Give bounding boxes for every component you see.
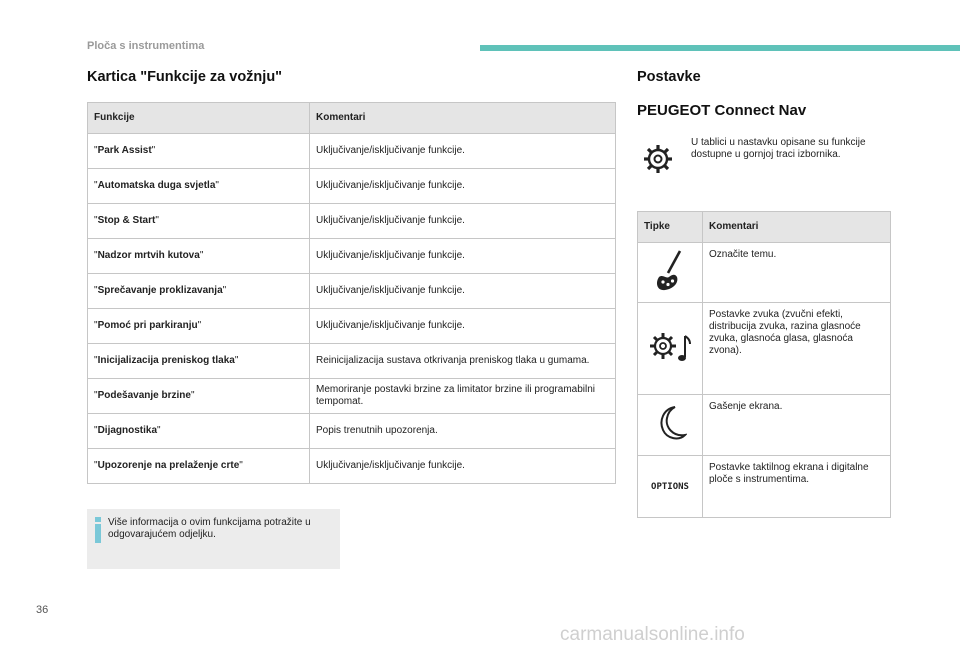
info-icon bbox=[93, 517, 103, 543]
table-row bbox=[638, 456, 891, 518]
function-name: "Nadzor mrtvih kutova" bbox=[88, 239, 310, 274]
function-comment: Uključivanje/isključivanje funkcije. bbox=[310, 449, 616, 484]
functions-table bbox=[87, 102, 616, 484]
function-comment: Uključivanje/isključivanje funkcije. bbox=[310, 169, 616, 204]
accent-bar bbox=[480, 45, 960, 51]
moon-icon bbox=[653, 403, 687, 443]
header-comments: Komentari bbox=[703, 212, 891, 243]
function-name: "Upozorenje na prelaženje crte" bbox=[88, 449, 310, 484]
key-cell bbox=[638, 243, 703, 303]
table-row bbox=[88, 309, 616, 344]
header-functions: Funkcije bbox=[88, 103, 310, 134]
function-name: "Automatska duga svjetla" bbox=[88, 169, 310, 204]
gear-music-icon bbox=[648, 330, 692, 364]
function-comment: Uključivanje/isključivanje funkcije. bbox=[310, 309, 616, 344]
key-comment: Postavke zvuka (zvučni efekti, distribucija zvuka, razina glasnoće zvuka, glasnoća glasa, glasnoća zvona). bbox=[703, 303, 891, 395]
function-name: "Dijagnostika" bbox=[88, 414, 310, 449]
function-comment: Uključivanje/isključivanje funkcije. bbox=[310, 274, 616, 309]
header-keys: Tipke bbox=[638, 212, 703, 243]
settings-heading: Postavke bbox=[637, 69, 701, 85]
function-comment: Popis trenutnih upozorenja. bbox=[310, 414, 616, 449]
table-header-row bbox=[88, 103, 616, 134]
table-row bbox=[88, 239, 616, 274]
function-name: "Sprečavanje proklizavanja" bbox=[88, 274, 310, 309]
palette-icon bbox=[653, 249, 687, 293]
function-name: "Podešavanje brzine" bbox=[88, 379, 310, 414]
function-name: "Inicijalizacija preniskog tlaka" bbox=[88, 344, 310, 379]
info-box bbox=[87, 509, 340, 569]
table-row bbox=[88, 204, 616, 239]
keys-table bbox=[637, 211, 891, 518]
key-cell bbox=[638, 303, 703, 395]
table-row bbox=[88, 449, 616, 484]
function-comment: Uključivanje/isključivanje funkcije. bbox=[310, 239, 616, 274]
table-row bbox=[88, 344, 616, 379]
table-row bbox=[88, 169, 616, 204]
key-comment: Gašenje ekrana. bbox=[703, 395, 891, 456]
function-comment: Reinicijalizacija sustava otkrivanja preniskog tlaka u gumama. bbox=[310, 344, 616, 379]
function-comment: Uključivanje/isključivanje funkcije. bbox=[310, 134, 616, 169]
intro-text: U tablici u nastavku opisane su funkcije dostupne u gornjoj traci izbornika. bbox=[691, 137, 866, 160]
table-row bbox=[638, 395, 891, 456]
key-comment: Označite temu. bbox=[703, 243, 891, 303]
options-text-icon: OPTIONS bbox=[651, 481, 689, 492]
watermark: carmanualsonline.info bbox=[560, 624, 745, 645]
table-row bbox=[88, 274, 616, 309]
function-name: "Stop & Start" bbox=[88, 204, 310, 239]
table-row bbox=[638, 303, 891, 395]
function-comment: Uključivanje/isključivanje funkcije. bbox=[310, 204, 616, 239]
function-name: "Park Assist" bbox=[88, 134, 310, 169]
function-comment: Memoriranje postavki brzine za limitator brzine ili programabilni tempomat. bbox=[310, 379, 616, 414]
table-header-row bbox=[638, 212, 891, 243]
section-title: Ploča s instrumentima bbox=[87, 40, 205, 52]
gear-icon bbox=[642, 143, 674, 175]
function-name: "Pomoć pri parkiranju" bbox=[88, 309, 310, 344]
key-cell bbox=[638, 456, 703, 518]
page-number: 36 bbox=[36, 604, 49, 616]
key-comment: Postavke taktilnog ekrana i digitalne ploče s instrumentima. bbox=[703, 456, 891, 518]
table-row bbox=[88, 134, 616, 169]
info-text: Više informacija o ovim funkcijama potražite u odgovarajućem odjeljku. bbox=[108, 517, 311, 540]
table-row bbox=[88, 414, 616, 449]
table-row bbox=[88, 379, 616, 414]
header-comments: Komentari bbox=[310, 103, 616, 134]
left-heading: Kartica "Funkcije za vožnju" bbox=[87, 69, 283, 85]
key-cell bbox=[638, 395, 703, 456]
system-heading: PEUGEOT Connect Nav bbox=[637, 102, 807, 119]
table-row bbox=[638, 243, 891, 303]
